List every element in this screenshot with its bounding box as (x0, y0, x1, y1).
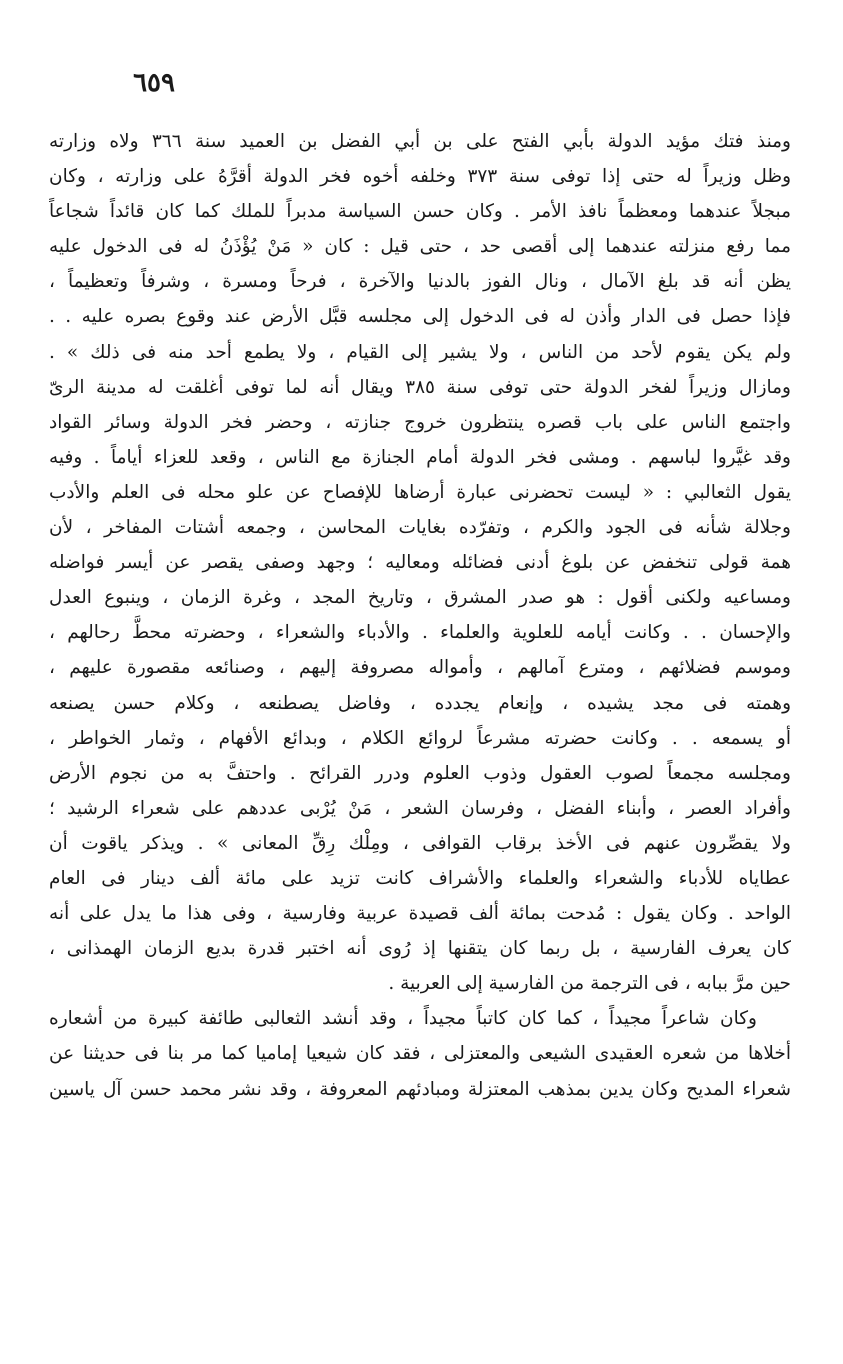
text-line: وهمته فى مجد يشيده ، وإنعام يجدده ، وفاضل يصطنعه ، وكلام حسن يصنعه (49, 692, 791, 714)
text-line: فإذا حصل فى الدار وأذن له فى الدخول إلى مجلسه قبَّل الأرض عند وقوع بصره عليه . . (49, 306, 791, 328)
text-line: ومنذ فتك مؤيد الدولة بأبي الفتح على بن أبي الفضل بن العميد سنة ٣٦٦ ولاه وزارته (49, 131, 791, 152)
body-text (49, 124, 791, 1107)
text-line: وموسم فضلائهم ، ومترع آمالهم ، وأمواله مصروفة إليهم ، وصنائعه مقصورة عليهم ، (49, 657, 791, 679)
text-line: عطاياه للأدباء والشعراء والعلماء والأشراف كانت تزيد على مائة ألف دينار فى العام (49, 867, 791, 889)
text-line: ولا يقصِّرون عنهم فى الأخذ برقاب القوافى ، ومِلْك رِقِّ المعانى » . ويذكر ياقوت أن (49, 832, 791, 854)
text-line: كان يعرف الفارسية ، بل ربما كان يتقنها إذ رُوى أنه اختبر قدرة بديع الزمان الهمذانى ، (49, 938, 791, 960)
text-line: ومازال وزيراً لفخر الدولة حتى توفى سنة ٣٨٥ ويقال أنه لما توفى أغلقت له مدينة الرىّ (49, 376, 791, 398)
text-line: يظن أنه قد بلغ الآمال ، ونال الفوز بالدنيا والآخرة ، فرحاً ومسرة ، وشرفاً وتعظيماً ، (49, 271, 791, 293)
page-number: ٦٥٩ (133, 68, 175, 98)
text-line: ولم يكن يقوم لأحد من الناس ، ولا يشير إلى القيام ، ولا يطمع أحد منه فى ذلك » . (49, 341, 791, 363)
text-line: وقد غيَّروا لباسهم . ومشى فخر الدولة أمام الجنازة مع الناس ، وقعد للعزاء أياماً . وفيه (49, 446, 791, 468)
text-line: شعراء المديح وكان يدين بمذهب المعتزلة ومبادئهم المعروفة ، وقد نشر محمد حسن آل ياسين (49, 1078, 791, 1100)
text-line: أخلاها من شعره العقيدى الشيعى والمعتزلى ، فقد كان شيعيا إماميا كما مر بنا فى حديثنا عن (49, 1043, 791, 1065)
text-line: واجتمع الناس على باب قصره ينتظرون خروج جنازته ، وحضر فخر الدولة وسائر القواد (49, 411, 791, 433)
text-line: والإحسان . . وكانت أيامه للعلوية والعلماء . والأدباء والشعراء ، وحضرته محطَّ رحالهم ، (49, 622, 791, 644)
text-line: وأفراد العصر ، وأبناء الفضل ، وفرسان الشعر ، مَنْ يُرْبى عددهم على شعراء الرشيد ؛ (49, 797, 791, 819)
text-line: وظل وزيراً له حتى إذا توفى سنة ٣٧٣ وخلفه أخوه فخر الدولة أقرَّهُ على وزارته ، وكان (49, 166, 791, 188)
text-line: همة قولى تنخفض عن بلوغ أدنى فضائله ومعاليه ؛ وجهد وصفى يقصر عن أيسر فواضله (49, 552, 791, 574)
text-line: أو يسمعه . . وكانت حضرته مشرعاً لروائع الكلام ، وبدائع الأفهام ، وثمار الخواطر ، (49, 727, 791, 749)
text-line: ومساعيه ولكنى أقول : هو صدر المشرق ، وتاريخ المجد ، وغرة الزمان ، وينبوع العدل (49, 587, 791, 609)
text-line: حين مرَّ ببابه ، فى الترجمة من الفارسية إلى العربية . (388, 973, 791, 995)
text-line: ومجلسه مجمعاً لصوب العقول وذوب العلوم ودرر القرائح . واحتفَّ به من نجوم الأرض (49, 762, 791, 784)
text-line: مبجلاً عندهما ومعظماً نافذ الأمر . وكان حسن السياسة مدبراً للملك كما كان قائداً شجاعاً (49, 201, 791, 223)
text-line: الواحد . وكان يقول : مُدحت بمائة ألف قصيدة عربية وفارسية ، وفى هذا ما يدل على أنه (49, 903, 791, 925)
text-line: وجلالة شأنه فى الجود والكرم ، وتفرّده بغايات المحاسن ، وجمعه أشتات المفاخر ، لأن (49, 517, 791, 539)
text-line: وكان شاعراً مجيداً ، كما كان كاتباً مجيداً ، وقد أنشد الثعالبى طائفة كبيرة من أشعاره (49, 1008, 757, 1030)
text-line: يقول الثعالبي : « ليست تحضرنى عبارة أرضاها للإفصاح عن علو محله فى العلم والأدب (49, 481, 791, 503)
text-line: مما رفع منزلته عندهما إلى أقصى حد ، حتى قيل : كان « مَنْ يُؤْذَنُ له فى الدخول عليه (49, 236, 791, 258)
